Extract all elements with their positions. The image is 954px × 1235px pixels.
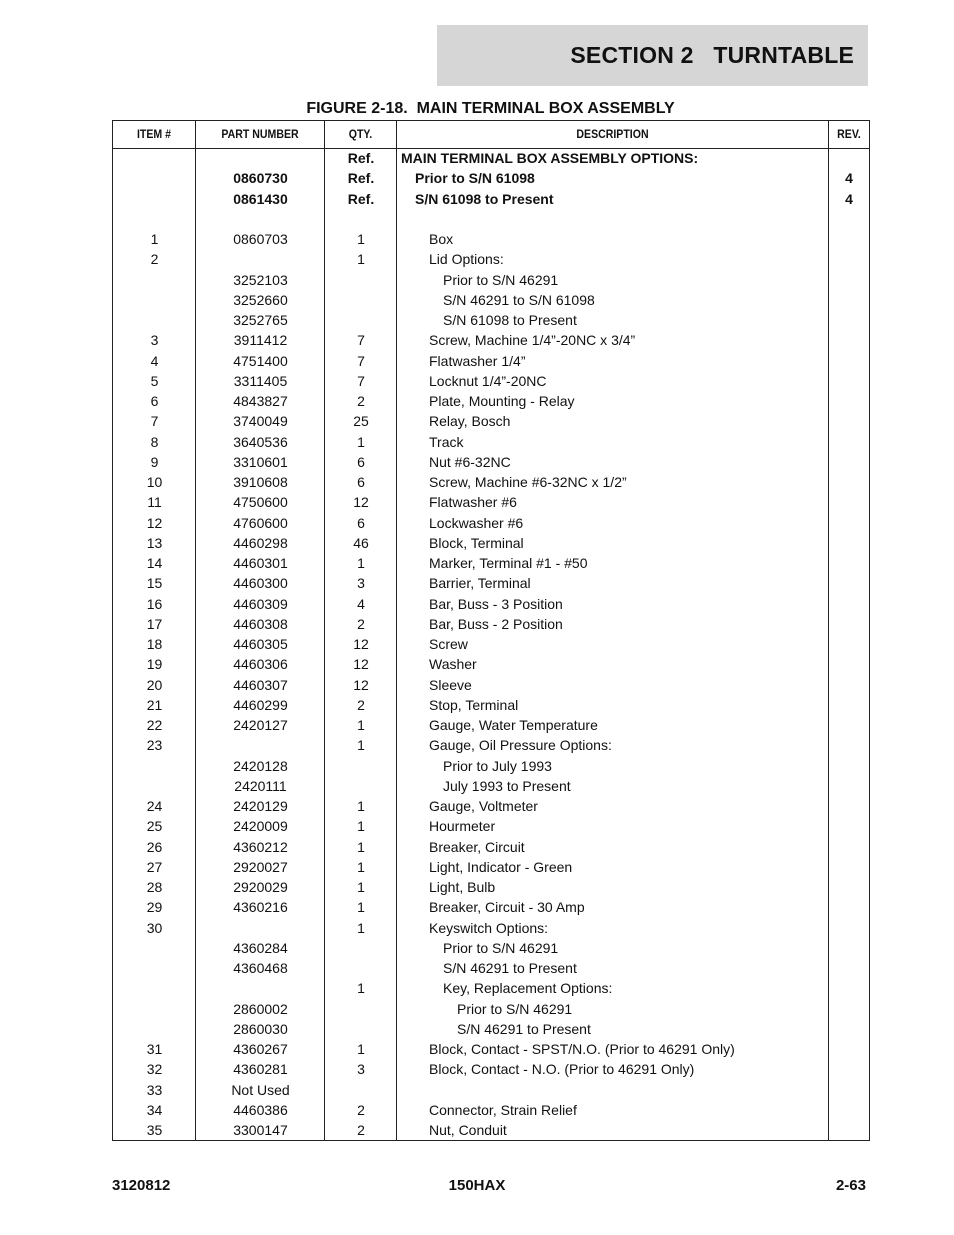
description: S/N 61098 to Present: [443, 312, 577, 328]
table-row: [113, 756, 869, 776]
description: Bar, Buss - 3 Position: [429, 595, 563, 612]
table-row: [113, 796, 869, 816]
table-row: [113, 1019, 869, 1039]
part-number: Not Used: [231, 1081, 290, 1098]
description: S/N 46291 to S/N 61098: [443, 291, 595, 308]
part-number: 4360216: [233, 899, 288, 916]
item-number: 18: [146, 636, 163, 652]
table-row: [113, 857, 869, 877]
item-number: 16: [146, 595, 163, 612]
item-number: 31: [146, 1041, 163, 1057]
item-number: 34: [146, 1101, 163, 1118]
description: Sleeve: [429, 676, 472, 693]
table-row: [113, 999, 869, 1019]
table-body: [113, 148, 869, 1140]
description: Hourmeter: [429, 818, 496, 835]
description: Breaker, Circuit: [429, 838, 525, 855]
table-row: [113, 918, 869, 938]
item-number: 12: [146, 514, 163, 531]
table-row: [113, 776, 869, 796]
quantity: 2: [357, 1101, 365, 1118]
description: Lid Options:: [429, 251, 504, 268]
part-number: 3311405: [233, 372, 288, 389]
item-number: 21: [146, 696, 163, 713]
table-row: [113, 472, 869, 492]
description: Gauge, Oil Pressure Options:: [429, 737, 612, 754]
item-number: 25: [146, 818, 163, 835]
quantity: 1: [357, 818, 365, 835]
quantity: 1: [357, 838, 365, 855]
description: Locknut 1/4”-20NC: [429, 372, 547, 389]
part-number: 4460307: [233, 676, 288, 693]
quantity: 2: [357, 615, 365, 632]
item-number: 35: [146, 1122, 163, 1138]
quantity: 2: [357, 1122, 365, 1138]
table-row: [113, 391, 869, 411]
description: S/N 61098 to Present: [415, 190, 554, 207]
table-row: [113, 209, 869, 229]
quantity: 12: [353, 494, 369, 511]
quantity: 1: [357, 251, 365, 268]
item-number: 9: [150, 453, 159, 470]
quantity: 1: [357, 231, 365, 247]
quantity: Ref.: [347, 170, 375, 187]
table-row: [113, 897, 869, 917]
table-row: [113, 715, 869, 735]
description: Flatwasher 1/4”: [429, 352, 526, 369]
item-number: 6: [150, 393, 159, 409]
table-row: [113, 1059, 869, 1079]
part-number: 2420129: [233, 798, 288, 814]
part-number: 0861430: [233, 190, 288, 207]
description: Breaker, Circuit - 30 Amp: [429, 899, 585, 916]
part-number: 3640536: [233, 433, 288, 450]
quantity: 1: [357, 899, 365, 916]
part-number: 2420127: [233, 717, 288, 733]
part-number: 4460305: [233, 636, 288, 652]
section-title: SECTION 2 TURNTABLE: [570, 42, 854, 68]
part-number: 3740049: [233, 413, 288, 430]
column-header-part-number: PART NUMBER: [221, 127, 299, 141]
quantity: 6: [357, 474, 365, 490]
description: Block, Contact - SPST/N.O. (Prior to 46291 Only): [429, 1041, 735, 1057]
description: Light, Bulb: [429, 879, 496, 895]
table-row: [113, 492, 869, 512]
item-number: 33: [146, 1081, 163, 1098]
quantity: 12: [353, 676, 369, 693]
part-number: 0860730: [233, 170, 288, 187]
table-row: [113, 1120, 869, 1140]
description: Flatwasher #6: [429, 494, 517, 511]
table-row: [113, 270, 869, 290]
item-number: 30: [146, 919, 163, 936]
item-number: 7: [150, 413, 159, 430]
quantity: Ref.: [347, 150, 375, 166]
description: Lockwasher #6: [429, 514, 524, 531]
description: MAIN TERMINAL BOX ASSEMBLY OPTIONS:: [401, 150, 699, 166]
description: Prior to S/N 46291: [443, 271, 559, 288]
description: Stop, Terminal: [429, 696, 519, 713]
item-number: 13: [146, 534, 163, 551]
quantity: 1: [357, 737, 365, 754]
description: Connector, Strain Relief: [429, 1101, 577, 1118]
description: Keyswitch Options:: [429, 919, 549, 936]
part-number: 2860002: [233, 1000, 288, 1017]
quantity: 7: [357, 352, 365, 369]
description: Nut, Conduit: [429, 1122, 507, 1138]
item-number: 17: [146, 615, 163, 632]
table-row: [113, 594, 869, 614]
item-number: 27: [146, 858, 163, 875]
quantity: 1: [357, 798, 365, 814]
quantity: 1: [357, 1041, 365, 1057]
column-header-rev: REV.: [837, 127, 861, 141]
table-row: [113, 978, 869, 998]
item-number: 29: [146, 899, 163, 916]
table-row: [113, 553, 869, 573]
item-number: 1: [150, 231, 159, 247]
revision: 4: [845, 190, 853, 207]
item-number: 5: [150, 372, 159, 389]
quantity: Ref.: [347, 190, 375, 207]
table-row: [113, 877, 869, 897]
item-number: 19: [146, 656, 163, 673]
table-row: [113, 938, 869, 958]
parts-table: [112, 120, 870, 1141]
table-row: [113, 958, 869, 978]
part-number: 4360267: [233, 1041, 288, 1057]
part-number: 4751400: [233, 352, 288, 369]
part-number: 4460301: [233, 555, 288, 571]
table-row: [113, 189, 869, 209]
revision: 4: [845, 170, 853, 187]
description: Bar, Buss - 2 Position: [429, 615, 563, 632]
item-number: 11: [147, 494, 162, 511]
part-number: 3252103: [233, 271, 288, 288]
part-number: 3910608: [233, 474, 288, 490]
footer-model: 150HAX: [448, 1177, 506, 1194]
table-row: [113, 513, 869, 533]
part-number: 4360284: [233, 939, 288, 956]
description: Washer: [429, 656, 477, 673]
quantity: 1: [357, 919, 365, 936]
quantity: 2: [357, 696, 365, 713]
table-row: [113, 1100, 869, 1120]
description: Key, Replacement Options:: [443, 980, 613, 997]
table-row: [113, 654, 869, 674]
quantity: 7: [357, 332, 365, 349]
figure-title: FIGURE 2-18. MAIN TERMINAL BOX ASSEMBLY: [306, 100, 675, 117]
table-row: [113, 290, 869, 310]
table-row: [113, 351, 869, 371]
description: Screw, Machine #6-32NC x 1/2”: [429, 474, 627, 490]
description: Box: [429, 231, 454, 247]
description: Prior to S/N 61098: [415, 170, 535, 187]
item-number: 2: [150, 251, 159, 268]
part-number: 4360281: [233, 1061, 288, 1078]
part-number: 2420009: [233, 818, 288, 835]
description: Nut #6-32NC: [429, 453, 511, 470]
quantity: 12: [353, 636, 369, 652]
table-row: [113, 614, 869, 634]
quantity: 1: [357, 555, 365, 571]
part-number: 3252660: [233, 291, 288, 308]
table-row: [113, 1039, 869, 1059]
item-number: 14: [146, 555, 163, 571]
part-number: 4750600: [233, 494, 288, 511]
table-row: [113, 432, 869, 452]
description: Screw, Machine 1/4”-20NC x 3/4”: [429, 332, 636, 349]
quantity: 25: [353, 413, 369, 430]
item-number: 26: [146, 838, 163, 855]
part-number: 4460298: [233, 534, 288, 551]
item-number: 8: [150, 433, 159, 450]
table-row: [113, 310, 869, 330]
description: Prior to S/N 46291: [443, 939, 559, 956]
item-number: 23: [146, 737, 163, 754]
table-row: [113, 735, 869, 755]
item-number: 32: [146, 1061, 163, 1078]
part-number: 3300147: [233, 1122, 288, 1138]
description: Track: [429, 433, 464, 450]
quantity: 1: [357, 879, 365, 895]
part-number: 3911412: [233, 332, 288, 349]
quantity: 7: [357, 372, 365, 389]
table-row: [113, 330, 869, 350]
quantity: 1: [357, 717, 365, 733]
description: S/N 46291 to Present: [457, 1020, 591, 1037]
footer-page-number: 2-63: [835, 1177, 866, 1194]
column-header-description: DESCRIPTION: [576, 127, 649, 141]
part-number: 4460300: [233, 575, 288, 592]
description: Relay, Bosch: [429, 413, 511, 430]
part-number: 4460306: [233, 656, 288, 673]
description: Light, Indicator - Green: [429, 858, 573, 875]
part-number: 4843827: [233, 393, 288, 409]
quantity: 2: [357, 393, 365, 409]
table-row: [113, 675, 869, 695]
item-number: 28: [146, 879, 163, 895]
table-row: [113, 573, 869, 593]
table-row: [113, 371, 869, 391]
part-number: 2920029: [233, 879, 288, 895]
item-number: 10: [146, 474, 163, 490]
part-number: 2920027: [233, 858, 288, 875]
description: Prior to S/N 46291: [457, 1000, 573, 1017]
quantity: 1: [357, 980, 365, 997]
quantity: 3: [357, 575, 365, 592]
part-number: 4360212: [233, 838, 288, 855]
description: Screw: [429, 636, 468, 652]
item-number: 3: [150, 332, 159, 349]
item-number: 20: [146, 676, 163, 693]
part-number: 4360468: [233, 960, 288, 976]
quantity: 12: [353, 656, 369, 673]
quantity: 1: [357, 433, 365, 450]
part-number: 2420111: [234, 777, 287, 794]
part-number: 2860030: [233, 1020, 288, 1037]
description: Block, Contact - N.O. (Prior to 46291 Only): [429, 1061, 695, 1078]
quantity: 4: [357, 595, 365, 612]
table-row: [113, 168, 869, 188]
table-row: [113, 816, 869, 836]
table-row: [113, 634, 869, 654]
part-number: 4460309: [233, 595, 288, 612]
part-number: 2420128: [233, 757, 288, 774]
section-header: [437, 25, 868, 86]
description: Gauge, Voltmeter: [429, 798, 538, 814]
footer-document-number: 3120812: [112, 1177, 171, 1194]
description: Marker, Terminal #1 - #50: [429, 555, 588, 571]
item-number: 4: [150, 352, 159, 369]
part-number: 4760600: [233, 514, 288, 531]
description: Barrier, Terminal: [429, 575, 531, 592]
table-row: [113, 452, 869, 472]
description: July 1993 to Present: [443, 777, 571, 794]
item-number: 15: [146, 575, 163, 592]
part-number: 3310601: [233, 453, 288, 470]
part-number: 3252765: [233, 312, 288, 328]
quantity: 6: [357, 453, 365, 470]
table-row: [113, 533, 869, 553]
part-number: 4460299: [233, 696, 288, 713]
item-number: 24: [146, 798, 163, 814]
description: Gauge, Water Temperature: [429, 717, 598, 733]
item-number: 22: [146, 717, 163, 733]
description: S/N 46291 to Present: [443, 960, 577, 976]
description: Plate, Mounting - Relay: [429, 393, 575, 409]
part-number: 0860703: [233, 231, 288, 247]
table-row: [113, 249, 869, 269]
part-number: 4460386: [233, 1101, 288, 1118]
description: Block, Terminal: [429, 534, 524, 551]
quantity: 3: [357, 1061, 365, 1078]
table-row: [113, 695, 869, 715]
table-row: [113, 229, 869, 249]
column-header-qty: QTY.: [348, 127, 373, 141]
table-row: [113, 1080, 869, 1100]
quantity: 1: [357, 858, 365, 875]
column-header-item: ITEM #: [136, 127, 172, 141]
quantity: 46: [353, 534, 369, 551]
table-row: [113, 148, 869, 168]
quantity: 6: [357, 514, 365, 531]
description: Prior to July 1993: [443, 757, 552, 774]
table-row: [113, 411, 869, 431]
part-number: 4460308: [233, 615, 288, 632]
table-row: [113, 837, 869, 857]
